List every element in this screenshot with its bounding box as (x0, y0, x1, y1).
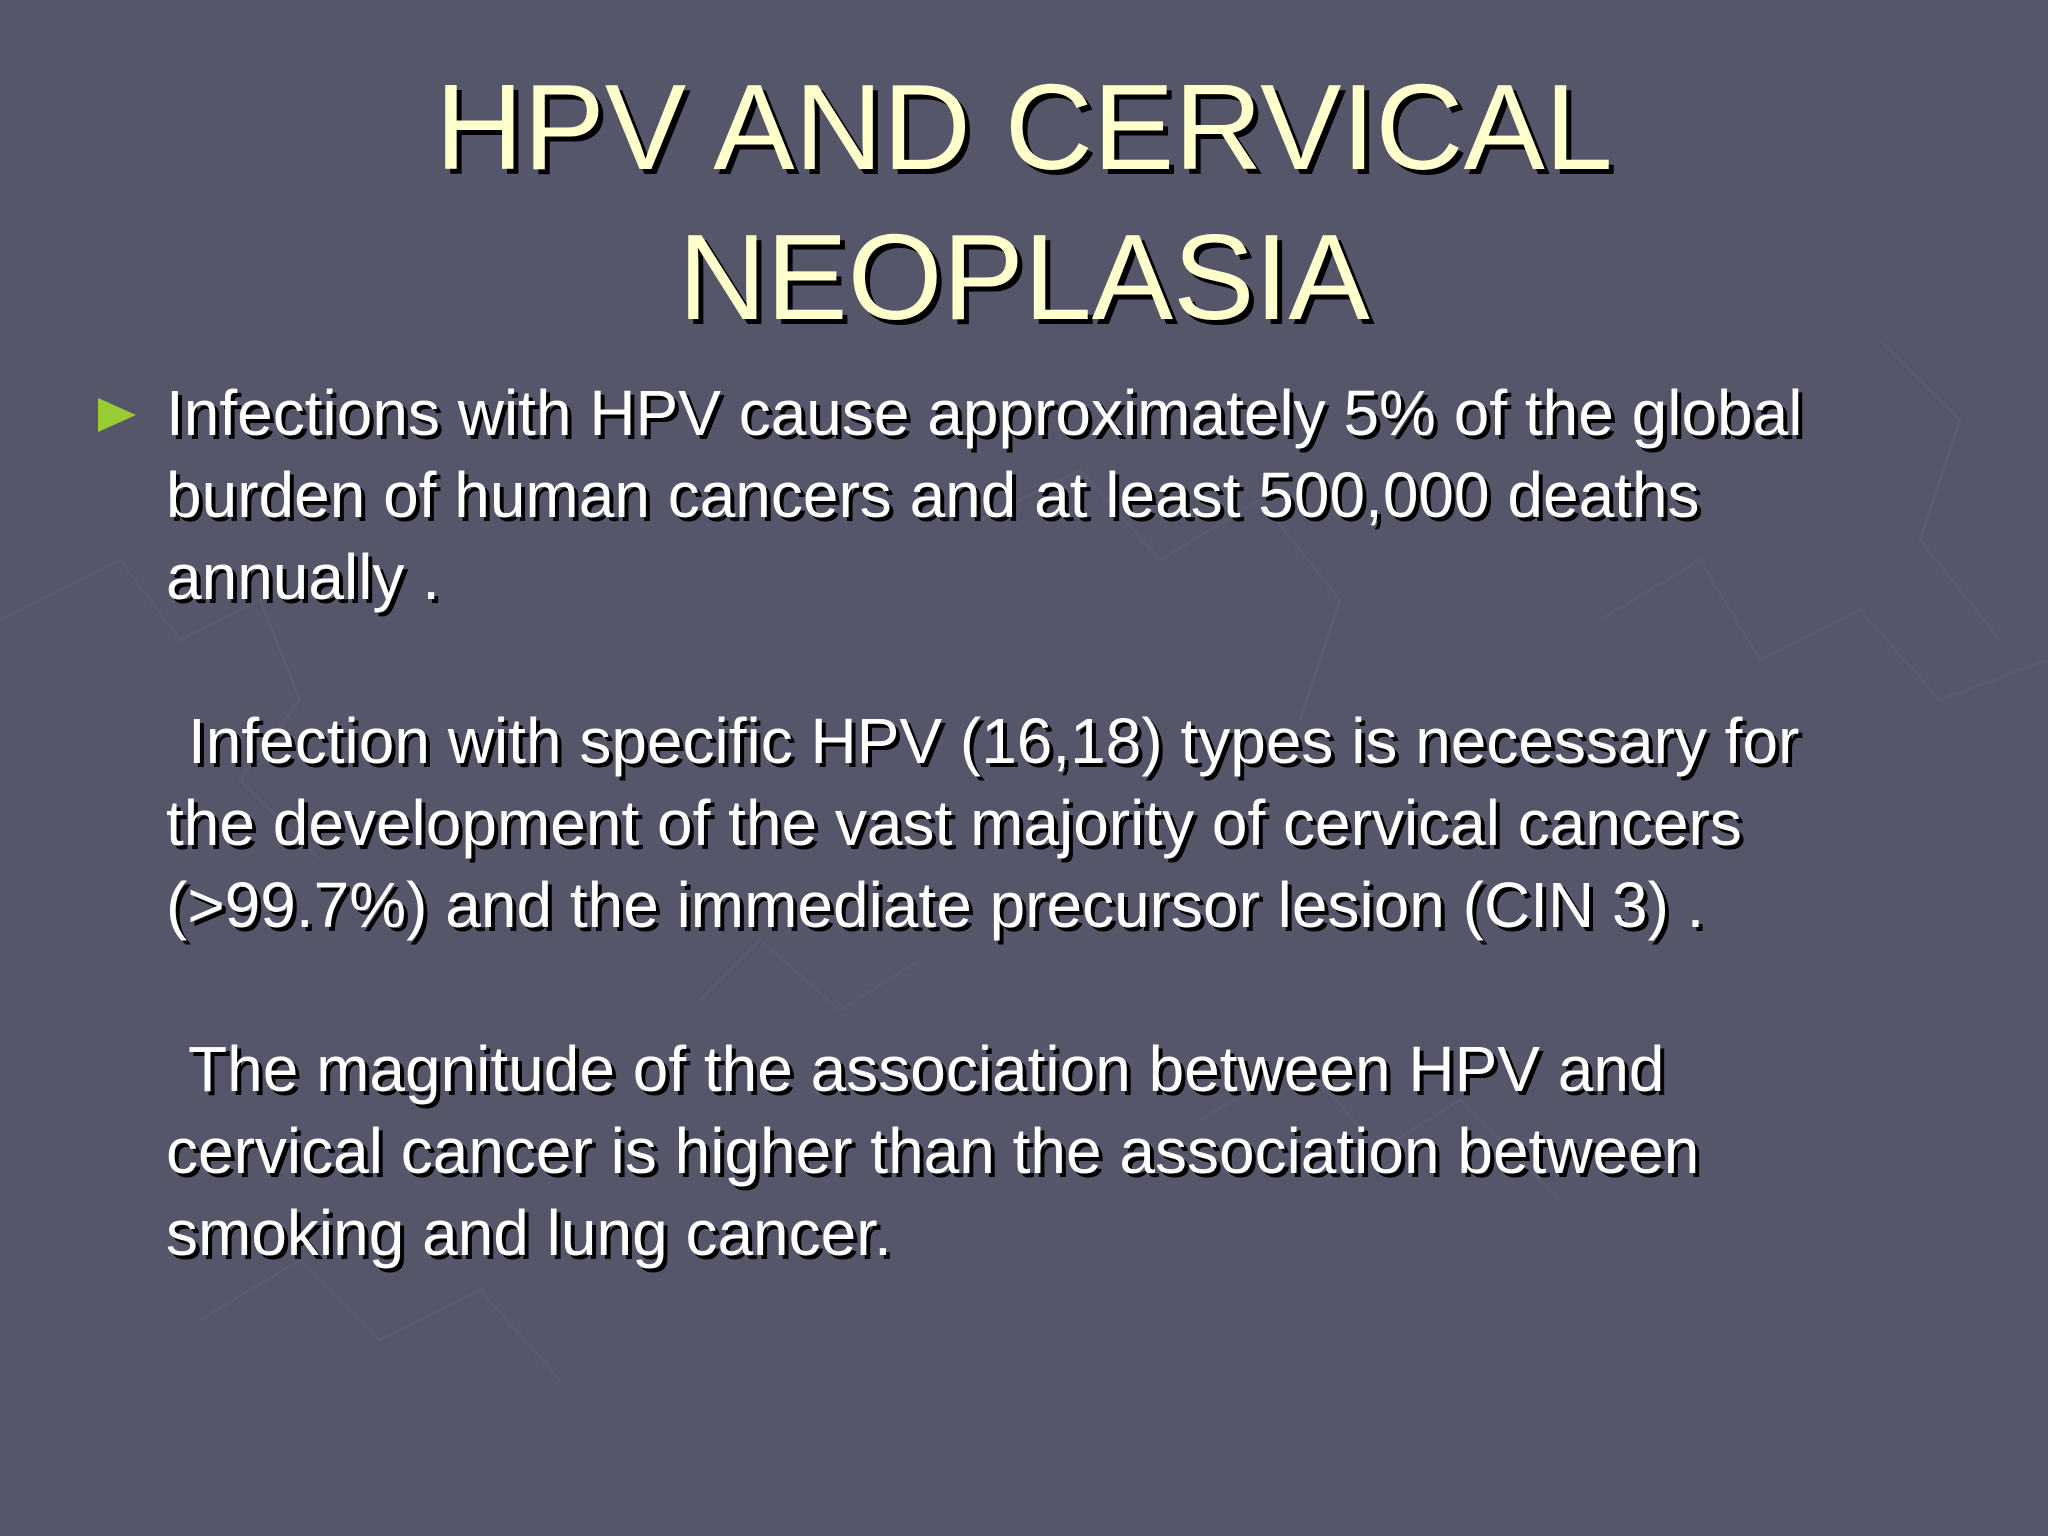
triangle-bullet-icon (98, 398, 136, 432)
paragraph-3-line-2: cervical cancer is higher than the association between (166, 1115, 1700, 1187)
paragraph-3-line-3: smoking and lung cancer. (166, 1197, 892, 1269)
paragraph-1-line-3: annually . (166, 541, 440, 613)
paragraph-spacer (166, 618, 1996, 700)
paragraph-2 (166, 700, 1996, 946)
paragraph-1 (166, 372, 1996, 618)
paragraph-1-line-1: Infections with HPV cause approximately 5% of the global (166, 377, 1803, 449)
paragraph-3 (166, 1028, 1996, 1274)
paragraph-3-line-1: The magnitude of the association between HPV and (188, 1033, 1665, 1105)
title-line-1: HPV AND CERVICAL (435, 59, 1613, 195)
bullet-content (166, 372, 1996, 1274)
paragraph-2-line-1: Infection with specific HPV (16,18) types is necessary for (188, 705, 1800, 777)
slide-title (0, 52, 2048, 352)
paragraph-2-line-2: the development of the vast majority of cervical cancers (166, 787, 1742, 859)
paragraph-1-line-2: burden of human cancers and at least 500,000 deaths (166, 459, 1700, 531)
paragraph-spacer (166, 946, 1996, 1028)
paragraph-2-line-3: (>99.7%) and the immediate precursor lesion (CIN 3) . (166, 869, 1705, 941)
title-line-2: NEOPLASIA (678, 209, 1370, 345)
